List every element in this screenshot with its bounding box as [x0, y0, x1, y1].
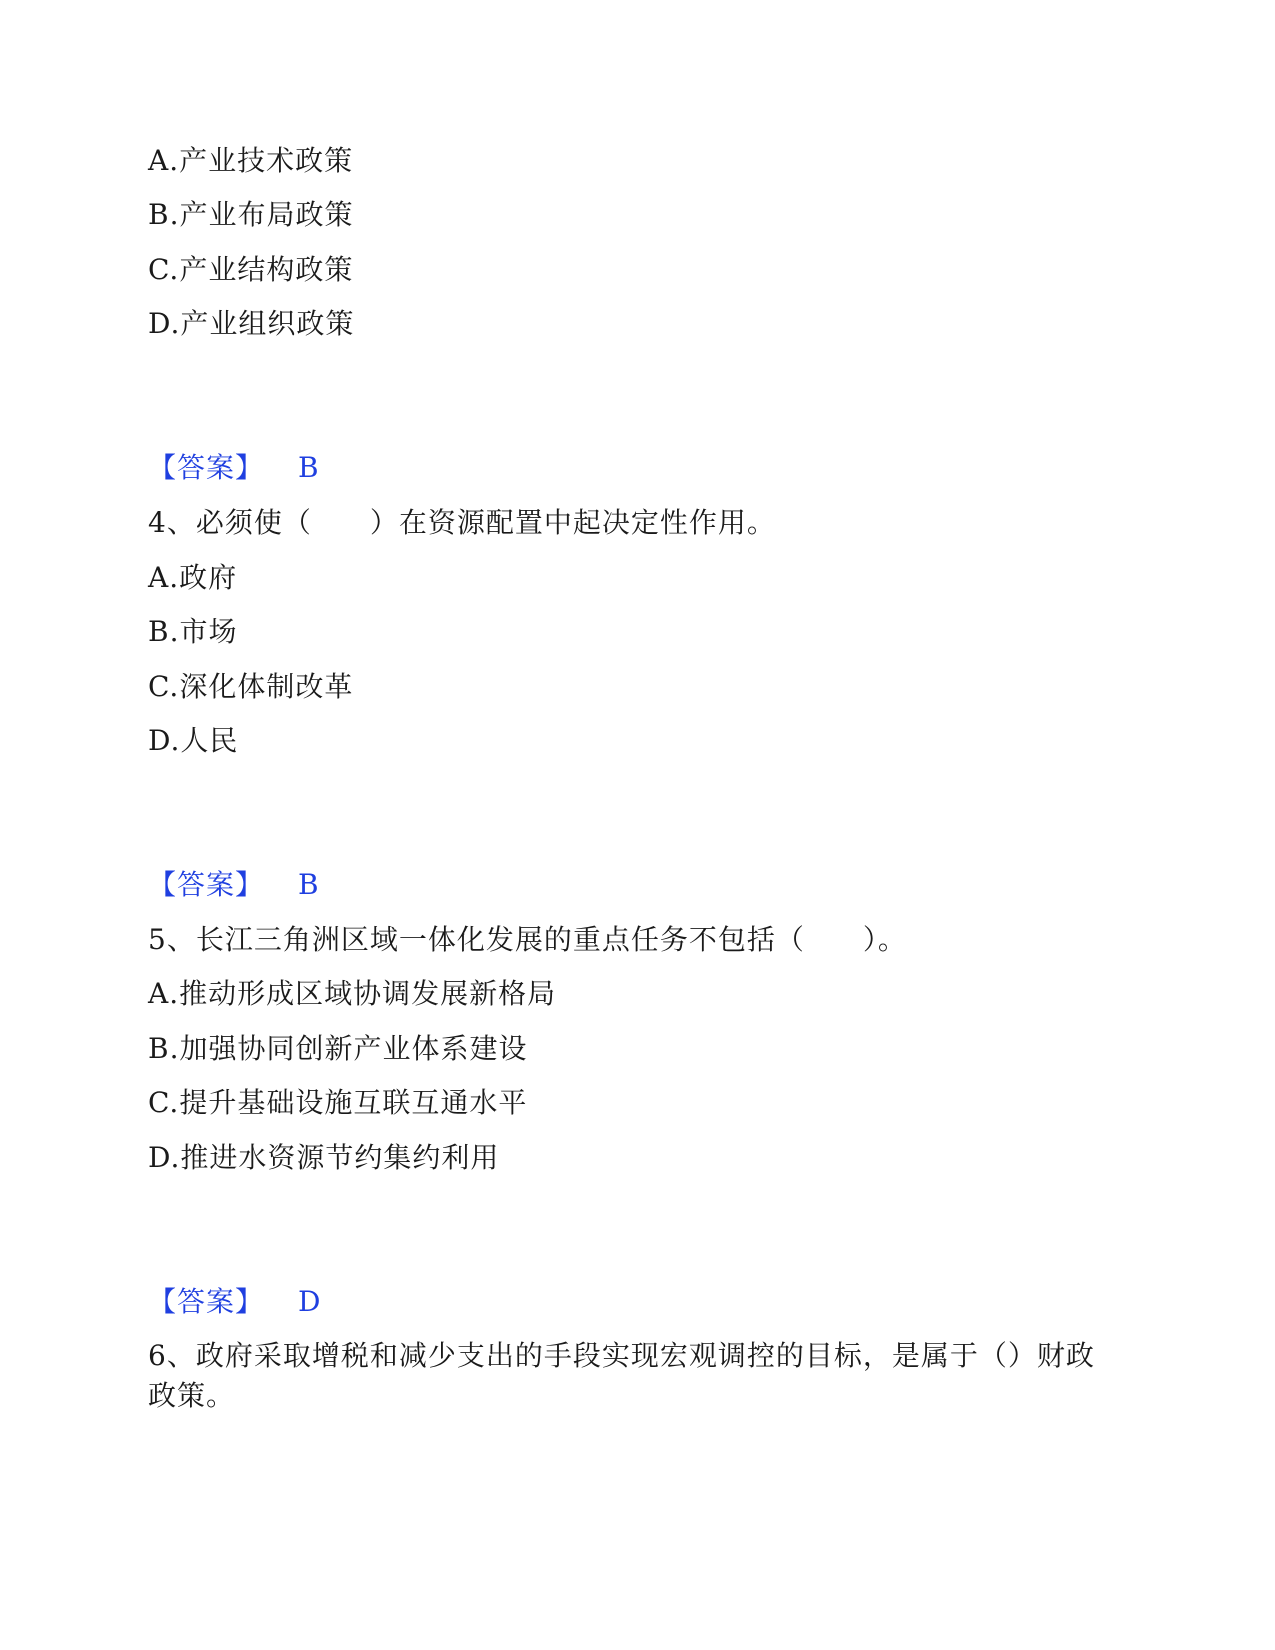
- answer-value: B: [298, 451, 320, 484]
- answer-value: D: [298, 1285, 322, 1318]
- q5-option-a: A.推动形成区域协调发展新格局: [148, 977, 557, 1010]
- answer-tag: 【答案】: [148, 451, 265, 484]
- answer-value: B: [298, 868, 320, 901]
- q5-option-c: C.提升基础设施互联互通水平: [148, 1086, 528, 1119]
- q3-answer: [148, 450, 320, 486]
- q4-option-d: D.人民: [148, 724, 239, 757]
- q5-stem: 5、长江三角洲区域一体化发展的重点任务不包括（ ）。: [148, 923, 907, 956]
- q4-option-a: A.政府: [148, 561, 238, 594]
- q4-answer: [148, 867, 320, 903]
- q6-stem: 6、政府采取增税和减少支出的手段实现宏观调控的目标，是属于（）财政政策。: [148, 1339, 1095, 1412]
- answer-tag: 【答案】: [148, 1285, 265, 1318]
- q3-option-d: D.产业组织政策: [148, 307, 355, 340]
- q3-option-b: B.产业布局政策: [148, 198, 354, 231]
- q4-option-c: C.深化体制改革: [148, 670, 354, 703]
- q4-option-b: B.市场: [148, 615, 238, 648]
- q5-option-d: D.推进水资源节约集约利用: [148, 1141, 500, 1174]
- q3-option-c: C.产业结构政策: [148, 253, 354, 286]
- q5-option-b: B.加强协同创新产业体系建设: [148, 1032, 528, 1065]
- q3-option-a: A.产业技术政策: [148, 144, 354, 177]
- q5-answer: [148, 1284, 321, 1320]
- q4-stem: 4、必须使（ ）在资源配置中起决定性作用。: [148, 506, 776, 539]
- answer-tag: 【答案】: [148, 868, 265, 901]
